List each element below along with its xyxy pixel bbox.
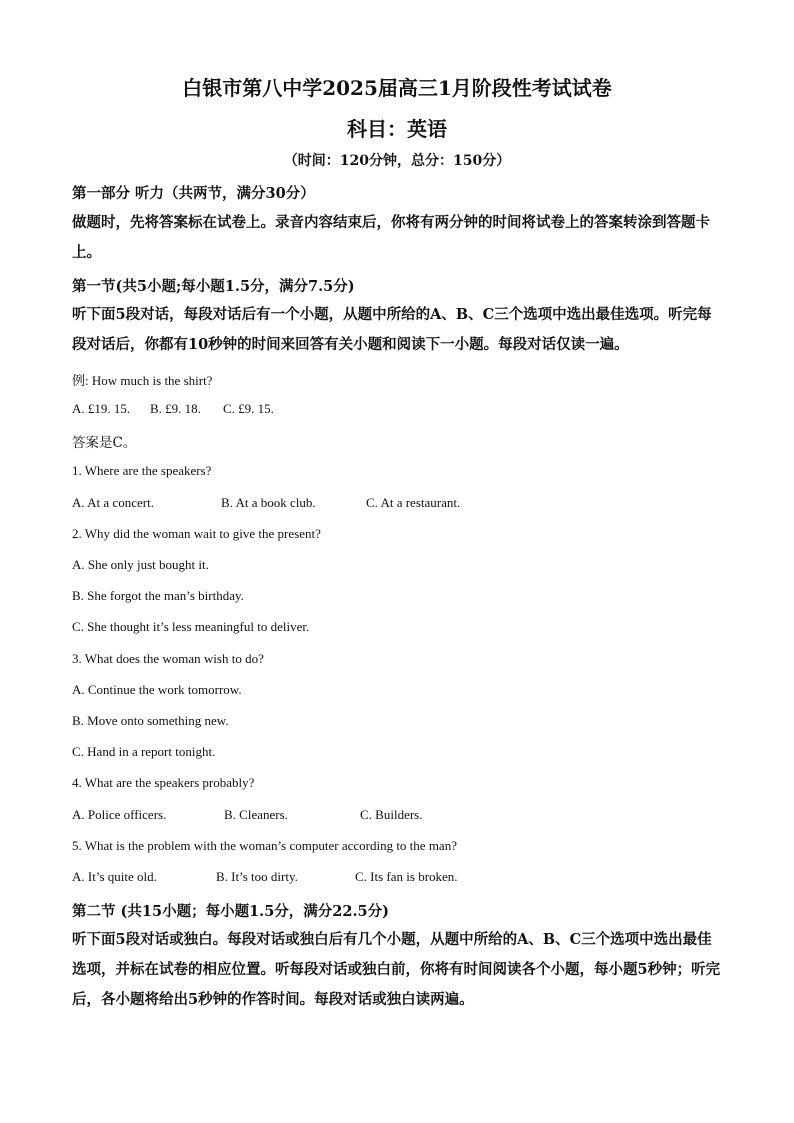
question-2-stem: 2. Why did the woman wait to give the present?: [72, 526, 321, 541]
example-option-c: C. £9. 15.: [223, 401, 274, 416]
example-answer: 答案是C。: [72, 435, 137, 451]
section1-heading: 第一节(共5小题;每小题1.5分，满分7.5分): [72, 278, 355, 295]
question-4-option-c: C. Builders.: [360, 807, 423, 822]
question-1-option-a: A. At a concert.: [72, 495, 154, 510]
question-5-option-a: A. It’s quite old.: [72, 869, 157, 884]
question-3-option-c: C. Hand in a report tonight.: [72, 744, 216, 759]
question-4-option-a: A. Police officers.: [72, 807, 167, 822]
question-4-stem: 4. What are the speakers probably?: [72, 775, 255, 790]
example-question: 例: How much is the shirt?: [72, 373, 213, 388]
section1-instruction: 听下面5段对话，每段对话后有一个小题，从题中所给的A、B、C三个选项中选出最佳选项。听完每段对话后，你都有10秒钟的时间来回答有关小题和阅读下一小题。每段对话仅读一遍。: [72, 306, 712, 353]
question-1-option-b: B. At a book club.: [221, 495, 316, 510]
question-2-option-c: C. She thought it’s less meaningful to deliver.: [72, 619, 310, 634]
time-info: （时间：120分钟，总分：150分）: [283, 153, 511, 169]
question-5-option-b: B. It’s too dirty.: [216, 869, 298, 884]
question-1-stem: 1. Where are the speakers?: [72, 463, 212, 478]
question-4-option-b: B. Cleaners.: [224, 807, 288, 822]
example-option-a: A. £19. 15.: [72, 401, 131, 416]
question-2-option-a: A. She only just bought it.: [72, 557, 209, 572]
question-5-stem: 5. What is the problem with the woman’s computer according to the man?: [72, 838, 457, 853]
question-3-stem: 3. What does the woman wish to do?: [72, 651, 264, 666]
part1-instruction: 做题时，先将答案标在试卷上。录音内容结束后，你将有两分钟的时间将试卷上的答案转涂到答题卡上。: [72, 214, 710, 261]
example-option-b: B. £9. 18.: [150, 401, 201, 416]
question-3-option-a: A. Continue the work tomorrow.: [72, 682, 242, 697]
subject-line: 科目：英语: [347, 117, 447, 141]
section2-heading: 第二节 (共15小题；每小题1.5分，满分22.5分): [72, 903, 389, 920]
section2-instruction: 听下面5段对话或独白。每段对话或独白后有几个小题，从题中所给的A、B、C三个选项中选出最佳选项，并标在试卷的相应位置。听每段对话或独白前，你将有时间阅读各个小题，每小题5秒钟；听完后，各小题将给出5秒钟的作答时间。每段对话或独白读两遍。: [72, 931, 721, 1008]
question-5-option-c: C. Its fan is broken.: [355, 869, 458, 884]
question-1-option-c: C. At a restaurant.: [366, 495, 461, 510]
question-2-option-b: B. She forgot the man’s birthday.: [72, 588, 244, 603]
part1-heading: 第一部分 听力（共两节，满分30分）: [72, 185, 315, 202]
question-3-option-b: B. Move onto something new.: [72, 713, 229, 728]
exam-title: 白银市第八中学2025届高三1月阶段性考试试卷: [182, 76, 612, 100]
